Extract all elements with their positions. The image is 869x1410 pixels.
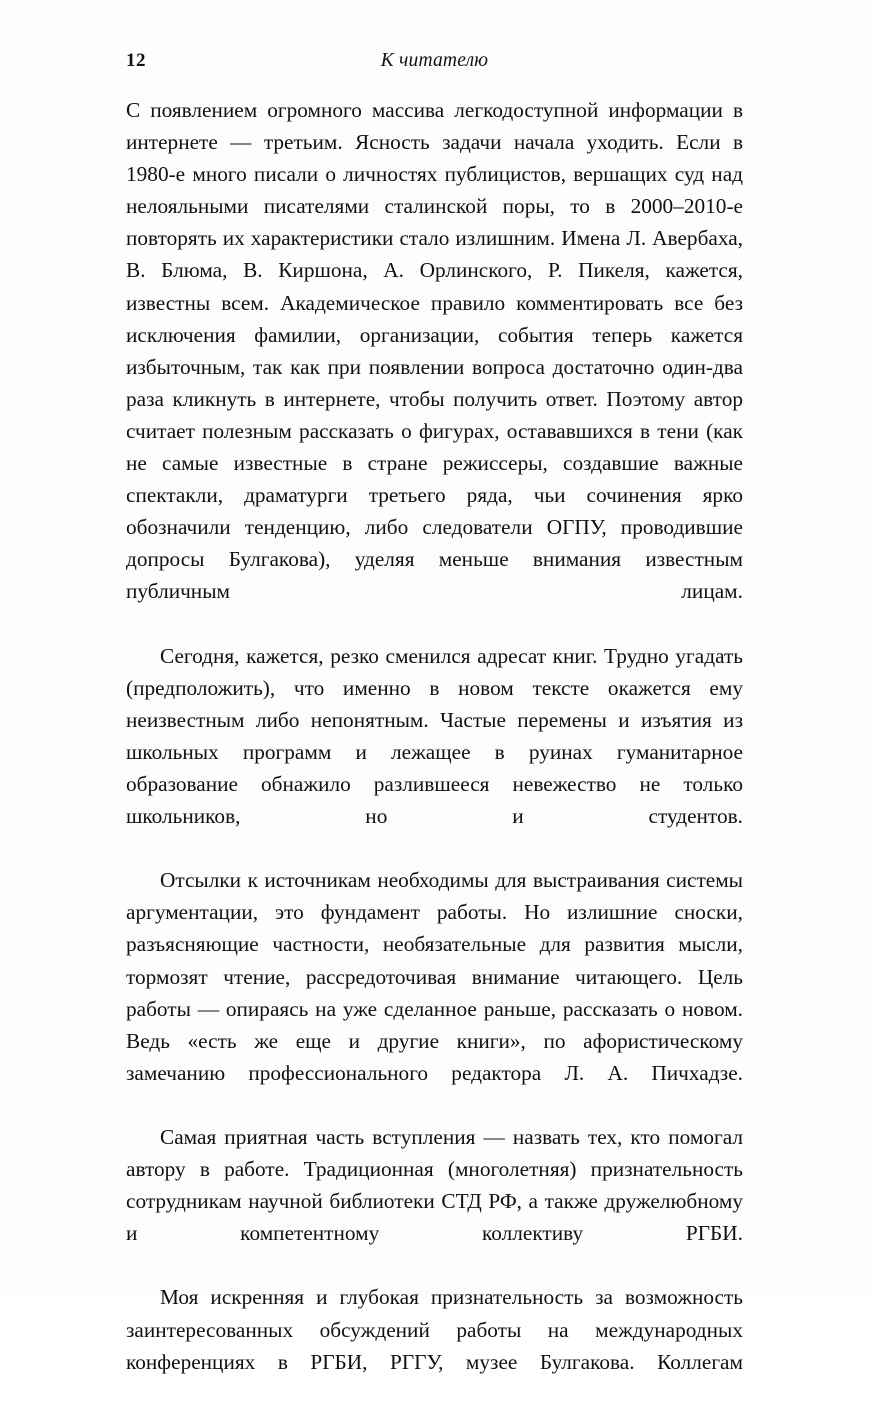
body-text: [126, 94, 743, 1410]
paragraph: С появлением огромного массива легкодоступной информации в интернете — третьим. Ясность задачи начала уходить. Если в 1980-е много писали о личностях публицистов, вершащих суд над нелояльными писателями сталинской поры, то в 2000–2010-е повторять их характеристики стало излишним. Имена Л. Авербаха, В. Блюма, В. Киршона, А. Орлинского, Р. Пикеля, кажется, известны всем. Академическое правило комментировать все без исключения фамилии, организации, события теперь кажется избыточным, так как при появлении вопроса достаточно один-два раза кликнуть в интернете, чтобы получить ответ. Поэтому автор считает полезным рассказать о фигурах, остававшихся в тени (как не самые известные в стране режиссеры, создавшие важные спектакли, драматурги третьего ряда, чьи сочинения ярко обозначили тенденцию, либо следователи ОГПУ, проводившие допросы Булгакова), уделяя меньше внимания известным публичным лицам.: [126, 98, 743, 604]
paragraph: Сегодня, кажется, резко сменился адресат книг. Трудно угадать (предположить), что именно в новом тексте окажется ему неизвестным либо непонятным. Частые перемены и изъятия из школьных программ и лежащее в руинах гуманитарное образование обнажило разлившееся невежество не только школьников, но и студентов.: [126, 643, 743, 829]
paragraph: Отсылки к источникам необходимы для выстраивания системы аргументации, это фундамент работы. Но излишние сноски, разъясняющие частности, необязательные для развития мысли, тормозят чтение, рассредоточивая внимание читающего. Цель работы — опираясь на уже сделанное раньше, рассказать о новом. Ведь «есть же еще и другие книги», по афористическому замечанию профессионального редактора Л. А. Пичхадзе.: [126, 868, 743, 1085]
page-number: 12: [126, 50, 146, 71]
paragraph: Моя искренняя и глубокая признательность за возможность заинтересованных обсуждений работы на международных конференциях в РГБИ, РГГУ, музее Булгакова. Коллегам: [126, 1285, 743, 1374]
chapter-title: К читателю: [380, 50, 489, 71]
running-head: [126, 50, 743, 84]
page-content: [126, 50, 743, 1410]
paragraph: Самая приятная часть вступления — назвать тех, кто помогал автору в работе. Традиционная (многолетняя) признательность сотрудникам научной библиотеки СТД РФ, а также дружелюбному и компетентному коллективу РГБИ.: [126, 1125, 743, 1246]
